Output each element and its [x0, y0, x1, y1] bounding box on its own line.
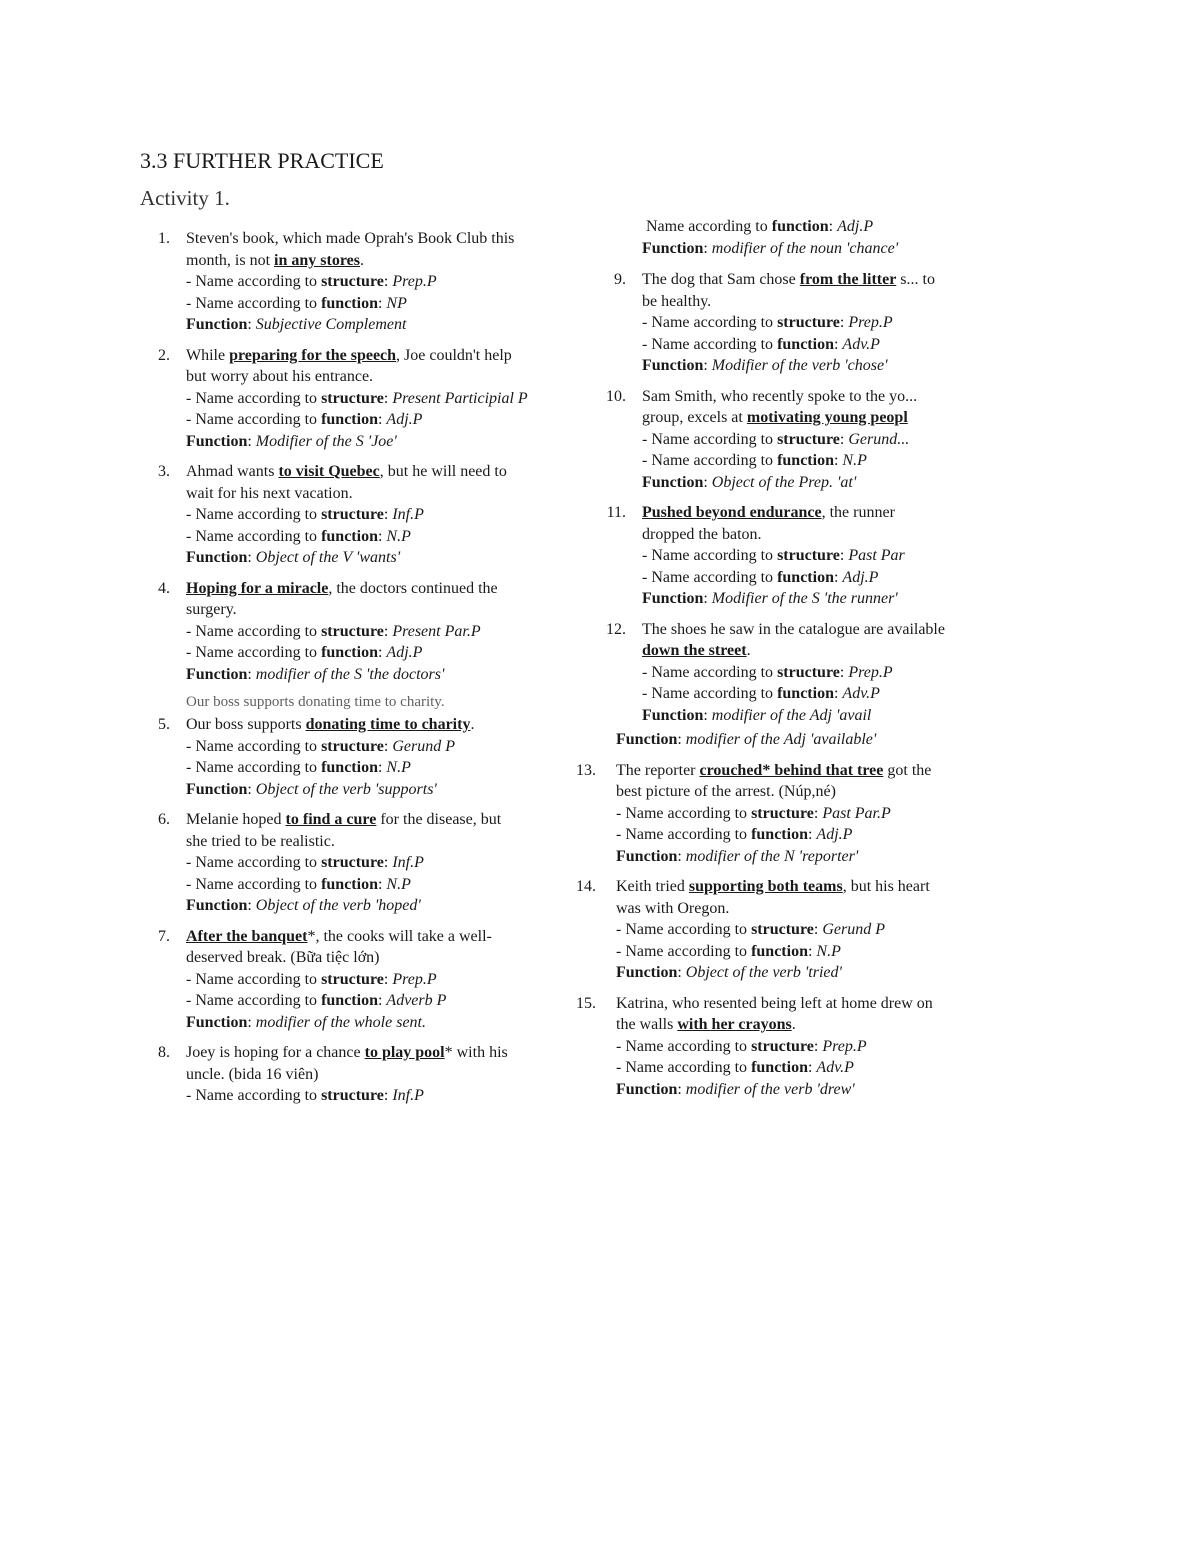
structure-line: - Name according to structure: Prep.P	[186, 273, 437, 290]
item-number: 10.	[606, 387, 626, 405]
list-item	[140, 926, 520, 1034]
list-item	[576, 876, 948, 984]
list-item	[596, 386, 948, 494]
list-item	[596, 269, 948, 377]
sentence: The reporter crouched* behind that tree got the best picture of the arrest. (Núp,né)	[616, 761, 932, 800]
structure-line: - Name according to structure: Gerund P	[616, 921, 885, 938]
right-column	[576, 216, 948, 1109]
sentence: Hoping for a miracle, the doctors continued the surgery.	[186, 579, 498, 618]
function-name-line: - Name according to function: N.P	[186, 527, 411, 545]
function-line: Function: Object of the verb 'tried'	[616, 964, 842, 981]
underlined-phrase: from the litter	[799, 271, 897, 288]
function-line: Function: Modifier of the S 'Joe'	[186, 432, 397, 450]
underlined-phrase: After the banquet	[186, 927, 308, 945]
function-name-line: - Name according to function: N.P	[186, 875, 411, 893]
function-name-line: - Name according to function: Adv.P	[642, 685, 880, 702]
structure-line: - Name according to structure: Prep.P	[642, 663, 893, 681]
structure-line: - Name according to structure: Prep.P	[642, 314, 893, 331]
list-item	[140, 345, 528, 453]
function-line: Function: Subjective Complement	[186, 316, 407, 333]
structure-line: - Name according to structure: Present Par.P	[186, 622, 481, 640]
function-name-line: - Name according to function: Adj.P	[616, 826, 853, 843]
underlined-phrase: motivating young peopl	[746, 409, 908, 426]
left-column	[140, 228, 528, 1123]
underlined-phrase: Pushed beyond endurance	[642, 504, 822, 521]
structure-line: - Name according to structure: Inf.P	[186, 506, 424, 523]
structure-line: - Name according to structure: Prep.P	[616, 1037, 867, 1055]
item-number: 11.	[606, 504, 626, 521]
list-item	[576, 993, 948, 1101]
function-name-line: - Name according to function: Adv.P	[642, 335, 880, 353]
function-line: Function: modifier of the Adj 'avail	[642, 706, 872, 724]
sentence: Joey is hoping for a chance to play pool* with his uncle. (bida 16 viên)	[186, 1044, 508, 1083]
list-item	[140, 578, 520, 686]
underlined-phrase: Hoping for a miracle	[186, 579, 329, 597]
sentence: Our boss supports donating time to charity.	[186, 716, 475, 733]
function-name-line: - Name according to function: N.P	[616, 942, 841, 960]
sentence: Pushed beyond endurance, the runner dropped the baton.	[642, 504, 895, 543]
sentence: Ahmad wants to visit Quebec, but he will need to wait for his next vacation.	[186, 463, 507, 502]
list-item	[576, 760, 948, 868]
cropped-line: Our boss supports donating time to charity.	[186, 694, 445, 710]
underlined-phrase: down the street	[642, 642, 747, 659]
sentence: While preparing for the speech, Joe couldn't help but worry about his entrance.	[186, 346, 512, 385]
structure-line: - Name according to structure: Inf.P	[186, 1087, 424, 1104]
extra-function-line: Function: modifier of the Adj 'available'	[616, 731, 877, 748]
list-item	[140, 461, 520, 569]
item-number: 14.	[576, 878, 596, 895]
sentence: Melanie hoped to find a cure for the disease, but she tried to be realistic.	[186, 811, 502, 850]
structure-line: - Name according to structure: Gerund...	[642, 430, 910, 448]
underlined-phrase: in any stores	[274, 251, 360, 269]
activity-heading: Activity 1.	[140, 186, 230, 210]
structure-line: - Name according to structure: Inf.P	[186, 854, 424, 871]
func-name-line: Name according to function: Adj.P	[642, 218, 874, 235]
item-number: 1.	[158, 230, 170, 247]
function-line: Function: modifier of the verb 'drew'	[616, 1080, 855, 1098]
sentence: Steven's book, which made Oprah's Book Club this month, is not in any stores.	[186, 230, 515, 269]
sentence: The shoes he saw in the catalogue are available down the street.	[642, 620, 945, 659]
list-item	[596, 502, 948, 610]
structure-line: - Name according to structure: Prep.P	[186, 970, 437, 988]
item-number: 15.	[576, 994, 596, 1012]
sentence: Katrina, who resented being left at home drew on the walls with her crayons.	[616, 994, 933, 1033]
item-number: 2.	[158, 346, 170, 364]
sentence: Sam Smith, who recently spoke to the yo... group, excels at motivating young peopl	[642, 387, 918, 426]
item-number: 4.	[158, 579, 170, 597]
structure-line: - Name according to structure: Past Par	[642, 547, 905, 564]
function-name-line: - Name according to function: Adj.P	[186, 411, 423, 428]
item-number: 7.	[158, 927, 170, 945]
list-item	[596, 619, 948, 727]
list-item	[140, 809, 520, 917]
function-line: Function: Object of the verb 'supports'	[186, 780, 437, 798]
list-item	[140, 714, 520, 800]
item-number: 3.	[158, 463, 170, 480]
function-name-line: - Name according to function: N.P	[186, 759, 411, 776]
function-name-line: - Name according to function: N.P	[642, 452, 867, 469]
function-line: Function: Object of the Prep. 'at'	[642, 473, 857, 491]
item-number: 6.	[158, 811, 170, 828]
underlined-phrase: donating time to charity	[305, 716, 471, 733]
page-title: 3.3 FURTHER PRACTICE	[140, 148, 384, 173]
sentence: The dog that Sam chose from the litter s... to be healthy.	[642, 271, 935, 310]
function-line: Function: modifier of the S 'the doctors'	[186, 665, 445, 683]
structure-line: - Name according to structure: Present Participial P	[186, 389, 528, 407]
item-number: 9.	[614, 271, 626, 288]
underlined-phrase: to play pool	[364, 1044, 445, 1061]
function-name-line: - Name according to function: NP	[186, 294, 407, 312]
list-item	[140, 1042, 520, 1107]
underlined-phrase: preparing for the speech	[229, 346, 397, 364]
item-number: 13.	[576, 761, 596, 779]
function-name-line: - Name according to function: Adj.P	[642, 568, 879, 586]
structure-line: - Name according to structure: Past Par.P	[616, 804, 891, 822]
item-number: 5.	[158, 716, 170, 733]
function-text: modifier of the noun 'chance'	[711, 239, 899, 257]
function-line: Function: Modifier of the verb 'chose'	[642, 357, 888, 374]
function-line: Function: Object of the verb 'hoped'	[186, 897, 421, 914]
function-line: Function: modifier of the N 'reporter'	[616, 847, 859, 865]
sentence: After the banquet*, the cooks will take a well-deserved break. (Bữa tiệc lớn)	[186, 927, 492, 966]
list-item	[140, 228, 520, 336]
underlined-phrase: to find a cure	[285, 811, 377, 828]
function-name-line: - Name according to function: Adj.P	[186, 644, 423, 661]
function-line: Function: Object of the V 'wants'	[186, 549, 401, 566]
function-line: Function: modifier of the whole sent.	[186, 1013, 426, 1031]
underlined-phrase: to visit Quebec	[278, 463, 380, 480]
function-line: Function: Modifier of the S 'the runner'	[642, 590, 898, 607]
carry-over-item: Name according to function: Adj.P Function: modifier of the noun 'chance'	[642, 218, 899, 257]
function-name-line: - Name according to function: Adv.P	[616, 1059, 854, 1076]
item-number: 8.	[158, 1044, 170, 1061]
structure-line: - Name according to structure: Gerund P	[186, 737, 455, 755]
function-name-line: - Name according to function: Adverb P	[186, 992, 447, 1009]
underlined-phrase: with her crayons	[677, 1016, 792, 1033]
sentence: Keith tried supporting both teams, but his heart was with Oregon.	[616, 878, 930, 917]
underlined-phrase: supporting both teams	[688, 878, 843, 895]
underlined-phrase: crouched* behind that tree	[699, 761, 884, 779]
item-number: 12.	[606, 620, 626, 638]
